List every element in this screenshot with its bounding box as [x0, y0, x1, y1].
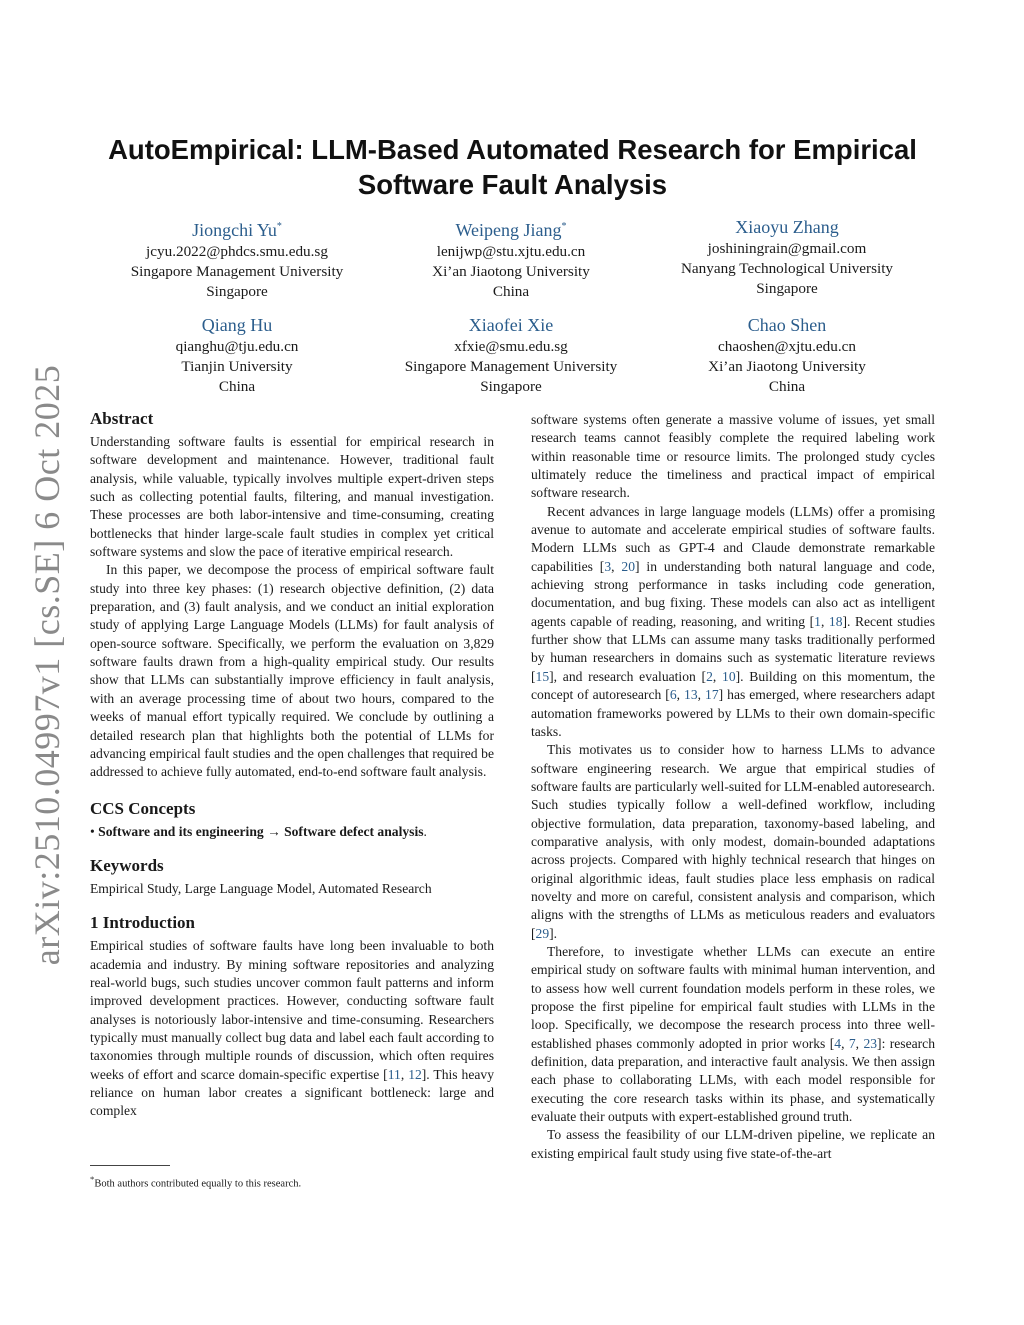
- author-block: [642, 216, 932, 299]
- author-name[interactable]: Qiang Hu: [201, 315, 273, 335]
- author-country: China: [218, 378, 256, 395]
- author-country: Singapore: [206, 283, 268, 300]
- keywords-text: Empirical Study, Large Language Model, Automated Research: [90, 880, 432, 896]
- equal-contribution-mark: *: [561, 221, 567, 232]
- equal-contribution-mark: *: [276, 221, 282, 232]
- ccs-concept-text: Software and its engineering → Software defect analysis: [98, 823, 424, 839]
- author-block: [366, 314, 656, 397]
- author-name[interactable]: Xiaofei Xie: [468, 315, 554, 335]
- footnote: [90, 1172, 301, 1192]
- citation-link[interactable]: 3: [604, 558, 612, 574]
- citation-link[interactable]: 11: [387, 1066, 401, 1082]
- author-country: Singapore: [756, 280, 818, 297]
- author-affiliation: Nanyang Technological University: [680, 260, 894, 277]
- author-block: [642, 314, 932, 397]
- intro-paragraph: software systems often generate a massive volume of issues, yet small research teams cannot feasibly complete the required labeling work within reasonable time or resource limits. The prolonged study cycles ultimately reduce the timeliness and practical impact of empirical software research.: [531, 412, 935, 501]
- author-email: qianghu@tju.edu.cn: [175, 338, 299, 355]
- author-email: jcyu.2022@phdcs.smu.edu.sg: [146, 243, 328, 260]
- intro-paragraph: Therefore, to investigate whether LLMs can execute an entire empirical study on software faults with minimal human intervention, and to assess how well current foundation models perform in these roles, we propose the first pipeline for empirical fault studies with LLMs in the loop. Specifically, we decompose the research process into three well-established phases commonly adopted in prior works [4, 7, 23]: research definition, data preparation, and interactive fault analysis. We then assign each phase to collaborating LLMs, with each model responsible for executing the core research tasks within its phase, and systematically evaluate their outputs with expert-established ground truth.: [531, 943, 936, 1125]
- intro-paragraph: Empirical studies of software faults have long been invaluable to both academia and industry. By mining software repositories and analyzing real-world bugs, such studies uncover common fault patterns and inform improved development practices. However, conducting software fault analyses is notoriously labor-intensive and time-consuming. Researchers typically must manually collect bug data and label each fault according to taxonomies through multiple rounds of discussion, which often requires weeks of effort and scarce domain-specific expertise [11, 12]. This heavy reliance on human labor creates a significant bottleneck: large and complex: [90, 938, 495, 1119]
- abstract-heading: Abstract: [90, 409, 154, 428]
- intro-paragraph: To assess the feasibility of our LLM-driven pipeline, we replicate an existing empirical fault study using five state-of-the-art: [531, 1127, 935, 1161]
- author-country: China: [492, 283, 530, 300]
- author-block: [92, 216, 382, 302]
- citation-link[interactable]: 12: [408, 1066, 422, 1082]
- intro-paragraph: Recent advances in large language models (LLMs) offer a promising avenue to automate and accelerate empirical studies of software faults. Modern LLMs such as GPT-4 and Claude demonstrate remarkable capabilities [3, 20] in understanding both natural language and code, achieving strong performance in tasks including code generation, documentation, and bug fixing. These models can also act as intelligent agents capable of reading, reasoning, and writing [1, 18]. Recent studies further show that LLMs can assume many tasks traditionally performed by human researchers in domains such as systematic literature reviews [15], and research evaluation [2, 10]. Building on this momentum, the concept of autoresearch [6, 13, 17] has emerged, where researchers adapt automation frameworks powered by LLMs to their own domain-specific tasks.: [531, 503, 936, 739]
- author-name[interactable]: Chao Shen: [747, 315, 827, 335]
- author-name[interactable]: Xiaoyu Zhang: [735, 217, 839, 237]
- citation-link[interactable]: 20: [621, 558, 636, 574]
- author-email: joshiningrain@gmail.com: [707, 240, 867, 257]
- title-line-2: Software Fault Analysis: [357, 169, 668, 200]
- arxiv-sidebar-stamp: [22, 364, 72, 966]
- right-column: [531, 411, 935, 1163]
- ccs-concept: • Software and its engineering → Software defect analysis.: [90, 823, 427, 839]
- intro-paragraph: This motivates us to consider how to harness LLMs to advance software engineering research. We argue that empirical studies of software faults are particularly well-suited for LLM-enabled autoresearch. Such studies typically follow a well-defined workflow, including objective formulation, data preparation, taxonomy-based labeling, and comparative analysis, with only modest, domain-bounded adaptations across projects. Compared with highly technical research that hinges on original algorithmic ideas, fault studies place less emphasis on radical novelty and more on careful, consistent analysis and comparison, which aligns with the strengths of LLMs as meticulous readers and evaluators [29].: [531, 742, 935, 941]
- author-affiliation: Singapore Management University: [130, 263, 344, 280]
- author-affiliation: Xi’an Jiaotong University: [708, 358, 866, 375]
- author-affiliation: Singapore Management University: [404, 358, 618, 375]
- title-line-1: AutoEmpirical: LLM-Based Automated Research for Empirical: [108, 134, 917, 165]
- author-email: chaoshen@xjtu.edu.cn: [718, 338, 856, 355]
- abstract-paragraph: Understanding software faults is essential for empirical research in software development and maintenance. However, traditional fault analysis, while valuable, typically involves multiple expert-driven steps such as collecting potential faults, filtering, and manual investigation. These processes are both labor-intensive and time-consuming, creating bottlenecks that hinder large-scale fault studies in complex yet critical software systems and slow the pace of iterative empirical research.: [90, 434, 494, 560]
- author-block: [92, 314, 382, 397]
- paper-title: [90, 132, 935, 202]
- author-email: lenijwp@stu.xjtu.edu.cn: [436, 243, 586, 260]
- author-country: China: [768, 378, 806, 395]
- author-name[interactable]: Weipeng Jiang: [455, 220, 562, 240]
- arxiv-id: arXiv:2510.04997v1 [cs.SE] 6 Oct 2025: [27, 364, 67, 966]
- author-block: [366, 216, 656, 302]
- citation-link[interactable]: 18: [828, 613, 843, 629]
- citation-link[interactable]: 10: [722, 668, 736, 684]
- footnote-mark: *: [90, 1174, 95, 1184]
- citation-link[interactable]: 13: [684, 687, 698, 703]
- citation-link[interactable]: 7: [848, 1035, 856, 1051]
- citation-link[interactable]: 1: [814, 613, 821, 629]
- keywords-heading: Keywords: [90, 855, 164, 875]
- citation-link[interactable]: 2: [706, 668, 713, 684]
- citation-link[interactable]: 4: [834, 1035, 842, 1051]
- citation-link[interactable]: 29: [535, 925, 550, 941]
- author-email: xfxie@smu.edu.sg: [454, 338, 568, 355]
- citation-link[interactable]: 23: [863, 1035, 878, 1051]
- citation-link[interactable]: 17: [705, 687, 719, 703]
- footnote-rule: [90, 1165, 170, 1166]
- left-column: [90, 408, 494, 1121]
- citation-link[interactable]: 6: [669, 687, 677, 703]
- author-country: Singapore: [480, 378, 542, 395]
- footnote-text: Both authors contributed equally to this research.: [94, 1178, 302, 1190]
- author-affiliation: Xi’an Jiaotong University: [432, 263, 590, 280]
- ccs-heading: CCS Concepts: [90, 798, 196, 818]
- introduction-heading: 1 Introduction: [90, 913, 196, 933]
- abstract-paragraph: In this paper, we decompose the process of empirical software fault study into three key phases: (1) research objective definition, (2) data preparation, and (3) fault analysis, and we conduct an initial exploration study of applying Large Language Models (LLMs) for fault analysis of open-source software. Specifically, we perform the evaluation on 3,829 software faults drawn from a high-quality empirical study. Our results show that LLMs can substantially improve efficiency in fault analysis, with an average processing time of about two hours, compared to the weeks of manual effort typically required. We conclude by outlining a detailed research plan that highlights both the potential of LLMs for advancing empirical fault studies and the open challenges that required be addressed to achieve fully automated, end-to-end software fault analysis.: [90, 562, 494, 780]
- citation-link[interactable]: 15: [535, 668, 550, 684]
- author-affiliation: Tianjin University: [181, 358, 293, 375]
- author-name[interactable]: Jiongchi Yu: [192, 220, 277, 240]
